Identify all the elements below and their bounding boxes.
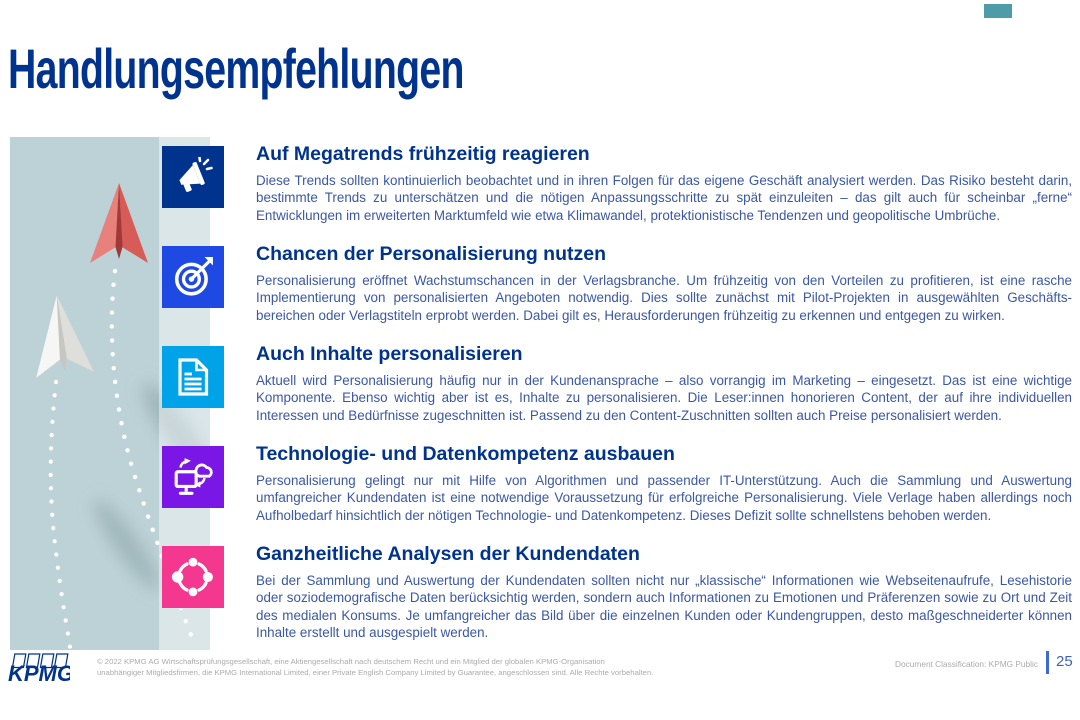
section-heading: Auf Megatrends frühzeitig reagieren [256, 143, 590, 165]
document-icon [162, 346, 224, 408]
page-number-divider [1046, 651, 1049, 674]
recommendation-megatrends [162, 143, 1072, 224]
network-icon [162, 546, 224, 608]
copyright-line-1: © 2022 KPMG AG Wirtschaftsprüfungsgesellschaft, eine Aktiengesellschaft nach deutschem Recht und ein Mitglied der globalen KPMG-Organisation [97, 657, 605, 666]
section-heading: Technologie- und Datenkompetenz ausbauen [256, 443, 675, 465]
cloud-computing-icon [162, 446, 224, 508]
recommendation-analysen [162, 543, 1072, 642]
target-icon [162, 246, 224, 308]
corner-accent-bar [984, 4, 1012, 18]
section-heading: Auch Inhalte personalisieren [256, 343, 523, 365]
kpmg-logo [8, 653, 70, 685]
page-number: 25 [1056, 653, 1073, 670]
section-body: Personalisierung gelingt nur mit Hilfe von Algorithmen und passender IT-Unterstützung. Auch die Sammlung und Auswertung umfangreicher Kundendaten ist eine notwendige Voraussetzung für erfolgreiche Personalisierung. Viele Verlage haben allerdings noch Aufholbedarf hinsichtlich der nötigen Technologie- und Datenkompetenz. Dieses Defizit sollte schnellstens behoben werden. [256, 473, 1072, 523]
copyright-line-2: unabhängiger Mitgliedsfirmen, die KPMG International Limited, einer Private English Company Limited by Guarantee, angeschlossen sind. Alle Rechte vorbehalten. [97, 667, 654, 677]
section-body: Diese Trends sollten kontinuierlich beobachtet und in ihren Folgen für das eigene Geschäft analysiert werden. Das Risiko besteht darin, bestimmte Trends zu unterschätzen und die nötigen Anpassungsschritte zu spät einzuleiten – das gilt auch für scheinbar „ferne“ Entwicklungen im erweiterten Marktumfeld wie etwa Klimawandel, protektionistische Tendenzen und geopolitische Umbrüche. [256, 173, 1072, 223]
section-body: Aktuell wird Personalisierung häufig nur in der Kundenansprache – also vorrangig im Marketing – eingesetzt. Das ist eine wichtige Komponente. Ebenso wichtig aber ist es, Inhalte zu personalisieren. Die Leser:innen honorieren Content, der auf ihre individuellen Interessen und Bedürfnisse zugeschnitten ist. Passend zu den Content-Zuschnitten sollten auch Preise personalisiert werden. [256, 373, 1072, 423]
copyright-text [97, 657, 697, 678]
section-body: Personalisierung eröffnet Wachstumschancen in der Verlagsbranche. Um frühzeitig von den Vorteilen zu profitieren, ist eine rasche Implementierung von personalisierten Angeboten notwendig. Dies sollte zunächst mit Pilot-Projekten in ausgewählten Geschäfts-bereichen oder Verlagstiteln erprobt werden. Dabei gilt es, Herausforderungen frühzeitig zu erkennen und entgegen zu wirken. [256, 273, 1072, 323]
recommendation-technologie [162, 443, 1072, 524]
recommendation-personalisierung [162, 243, 1072, 324]
section-body: Bei der Sammlung und Auswertung der Kundendaten sollten nicht nur „klassische“ Informationen wie Webseitenaufrufe, Lesehistorie oder soziodemografische Daten berücksichtig werden, sondern auch Informationen zu Emotionen und Präferenzen sowie zu Ort und Zeit des medialen Konsums. Je umfangreicher das Bild über die einzelnen Kunden oder Kundengruppen, desto maßgeschneiderter können Inhalte erstellt und ausgespielt werden. [256, 573, 1072, 641]
page-title: Handlungsempfehlungen [8, 37, 464, 100]
section-heading: Chancen der Personalisierung nutzen [256, 243, 606, 265]
kpmg-logo-text: KPMG [8, 661, 70, 685]
section-heading: Ganzheitliche Analysen der Kundendaten [256, 543, 640, 565]
document-classification: Document Classification: KPMG Public [895, 659, 1038, 669]
recommendation-inhalte [162, 343, 1072, 424]
megaphone-icon [162, 146, 224, 208]
